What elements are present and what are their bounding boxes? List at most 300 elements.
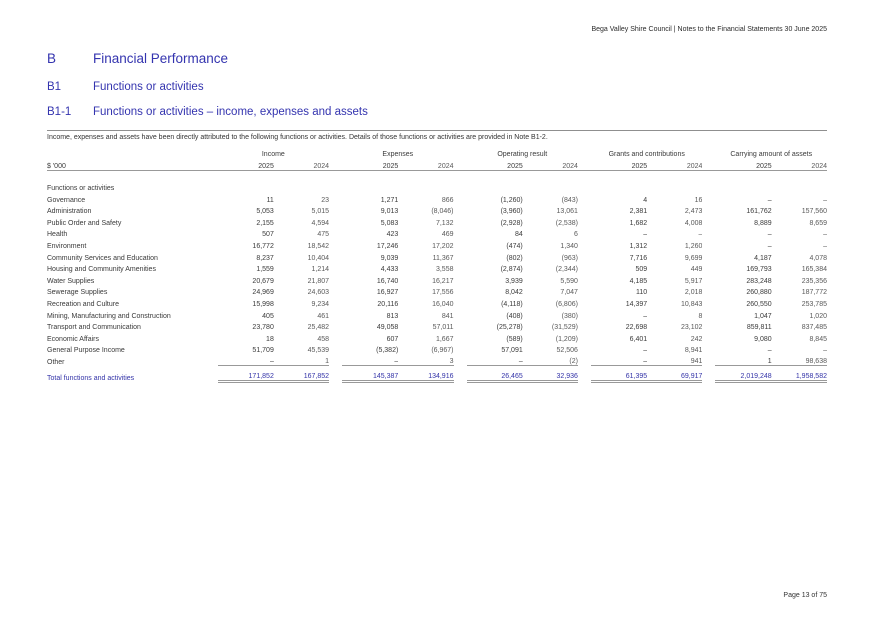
cell-value-2025: 4 — [643, 196, 648, 204]
cell-value-2024: 253,785 — [801, 300, 827, 308]
cell-value-2024: 7,047 — [560, 289, 578, 297]
cell-value-2024: 4,078 — [809, 254, 827, 262]
year-header-2025: 2025 — [591, 158, 647, 170]
cell-value-2025: – — [269, 358, 274, 366]
cell-value-2025: 57,091 — [501, 347, 523, 355]
cell-value-2025: 9,013 — [380, 208, 399, 216]
section-heading-b1 — [47, 81, 827, 93]
cell-value-2024: – — [698, 231, 703, 239]
cell-value-2025: 1,559 — [256, 266, 274, 274]
column-spacer — [205, 204, 218, 216]
cell-value-2025: 24,969 — [252, 289, 274, 297]
column-spacer — [454, 308, 467, 320]
column-spacer — [578, 192, 591, 204]
column-group-header: Grants and contributions — [608, 151, 685, 158]
heading-number: B — [47, 51, 57, 66]
column-spacer — [454, 262, 467, 274]
section-heading-b1-1 — [47, 106, 827, 118]
column-spacer — [205, 262, 218, 274]
cell-value-2024: 449 — [690, 266, 703, 274]
column-spacer — [454, 273, 467, 285]
cell-value-2024: – — [823, 231, 827, 239]
cell-value-2025: 11 — [266, 196, 274, 204]
year-header-2025: 2025 — [715, 158, 771, 170]
total-value-2024: 167,852 — [274, 366, 329, 382]
cell-value-2025: (802) — [506, 254, 523, 262]
cell-value-2025: (2,874) — [500, 266, 523, 274]
column-spacer — [702, 366, 715, 382]
year-header-2024: 2024 — [274, 158, 329, 170]
cell-value-2025: 1,682 — [629, 219, 648, 227]
cell-value-2025: – — [518, 358, 523, 366]
cell-value-2024: 8,659 — [809, 219, 827, 227]
cell-value-2025: 49,058 — [376, 324, 399, 332]
total-row — [47, 366, 827, 382]
table-row — [47, 204, 827, 216]
table-row — [47, 343, 827, 355]
cell-value-2025: – — [643, 358, 648, 366]
column-spacer — [702, 320, 715, 332]
cell-value-2024: (963) — [561, 254, 578, 262]
row-label: Recreation and Culture — [47, 300, 119, 308]
cell-value-2025: 84 — [514, 231, 523, 239]
cell-value-2024: 461 — [317, 312, 330, 320]
section-header: Functions or activities — [47, 185, 115, 192]
cell-value-2024: 866 — [441, 196, 454, 204]
table-row — [47, 273, 827, 285]
total-value-2025: 61,395 — [591, 366, 647, 382]
column-spacer — [329, 320, 342, 332]
year-header-2025: 2025 — [467, 158, 523, 170]
cell-value-2024: 3,558 — [435, 266, 454, 274]
cell-value-2024: 469 — [441, 231, 454, 239]
row-label: Public Order and Safety — [47, 219, 122, 227]
cell-value-2024: 4,594 — [311, 219, 330, 227]
cell-value-2024: 10,843 — [681, 300, 703, 308]
page-number: Page 13 of 75 — [783, 592, 827, 599]
column-group-header: Carrying amount of assets — [730, 151, 813, 158]
column-spacer — [578, 158, 591, 170]
table-row — [47, 285, 827, 297]
heading-number: B1-1 — [47, 106, 72, 118]
heading-title: Financial Performance — [93, 51, 229, 66]
column-spacer — [454, 285, 467, 297]
row-label: Community Services and Education — [47, 254, 158, 262]
cell-value-2025: 14,397 — [625, 300, 648, 308]
cell-value-2024: (1,209) — [555, 335, 578, 343]
table-row — [47, 320, 827, 332]
cell-value-2025: 859,811 — [746, 324, 772, 332]
cell-value-2025: 20,679 — [252, 277, 274, 285]
column-spacer — [329, 227, 342, 239]
column-spacer — [578, 238, 591, 250]
cell-value-2025: – — [394, 358, 399, 366]
column-spacer — [578, 296, 591, 308]
cell-value-2025: 5,083 — [380, 219, 399, 227]
cell-value-2025: 161,762 — [746, 208, 772, 216]
cell-value-2025: 507 — [262, 231, 274, 239]
column-spacer — [578, 215, 591, 227]
row-label: Mining, Manufacturing and Construction — [47, 312, 171, 320]
column-spacer — [329, 158, 342, 170]
column-spacer — [205, 343, 218, 355]
row-label: Other — [47, 358, 65, 366]
column-spacer — [454, 343, 467, 355]
column-spacer — [205, 354, 218, 366]
cell-value-2025: 17,246 — [376, 242, 399, 250]
column-spacer — [454, 215, 467, 227]
column-spacer — [329, 192, 342, 204]
cell-value-2024: 1,214 — [311, 266, 330, 274]
column-spacer — [329, 215, 342, 227]
column-spacer — [454, 146, 467, 158]
cell-value-2025: 8,889 — [754, 219, 772, 227]
cell-value-2025: (2,928) — [500, 219, 523, 227]
cell-value-2025: 1,047 — [754, 312, 772, 320]
cell-value-2025: (3,960) — [500, 208, 523, 216]
cell-value-2025: 9,039 — [380, 254, 399, 262]
column-spacer — [702, 250, 715, 262]
column-spacer — [702, 262, 715, 274]
cell-value-2024: 2,473 — [684, 208, 703, 216]
cell-value-2024: (380) — [561, 312, 578, 320]
column-spacer — [702, 192, 715, 204]
section-heading-b — [47, 51, 827, 66]
column-spacer — [578, 354, 591, 366]
column-spacer — [205, 250, 218, 262]
cell-value-2024: 5,590 — [560, 277, 578, 285]
column-spacer — [205, 320, 218, 332]
column-spacer — [578, 331, 591, 343]
horizontal-rule — [47, 130, 827, 131]
cell-value-2025: 15,998 — [252, 300, 274, 308]
cell-value-2024: 242 — [690, 335, 703, 343]
column-spacer — [578, 273, 591, 285]
cell-value-2024: (31,529) — [551, 324, 578, 332]
cell-value-2025: (408) — [506, 312, 523, 320]
cell-value-2025: 1,271 — [380, 196, 399, 204]
cell-value-2025: 4,187 — [754, 254, 772, 262]
column-spacer — [702, 215, 715, 227]
column-group-header: Expenses — [382, 151, 414, 158]
cell-value-2024: 24,603 — [307, 289, 330, 297]
table-row — [47, 262, 827, 274]
cell-value-2025: 3,939 — [505, 277, 523, 285]
cell-value-2025: 607 — [386, 335, 399, 343]
cell-value-2025: – — [767, 231, 772, 239]
row-label: Sewerage Supplies — [47, 289, 108, 297]
table-row — [47, 238, 827, 250]
column-spacer — [454, 331, 467, 343]
cell-value-2024: 1,340 — [560, 242, 578, 250]
column-spacer — [205, 146, 218, 158]
column-spacer — [205, 192, 218, 204]
column-spacer — [329, 204, 342, 216]
heading-title: Functions or activities – income, expenses and assets — [93, 106, 368, 118]
cell-value-2025: 260,880 — [746, 289, 772, 297]
cell-value-2025: 2,381 — [629, 208, 648, 216]
column-spacer — [702, 273, 715, 285]
cell-value-2025: – — [643, 347, 648, 355]
column-spacer — [205, 366, 218, 382]
column-spacer — [454, 296, 467, 308]
column-spacer — [205, 273, 218, 285]
column-spacer — [329, 296, 342, 308]
column-spacer — [454, 192, 467, 204]
cell-value-2024: 187,772 — [801, 289, 827, 297]
cell-value-2025: 1,312 — [629, 242, 648, 250]
cell-value-2024: 6 — [574, 231, 578, 239]
cell-value-2024: 841 — [441, 312, 454, 320]
column-spacer — [578, 146, 591, 158]
total-value-2024: 69,917 — [647, 366, 702, 382]
cell-value-2024: 165,384 — [801, 266, 827, 274]
intro-paragraph: Income, expenses and assets have been directly attributed to the following functions or activities. Details of those functions or activities are provided in Note B1-2. — [47, 134, 548, 141]
column-spacer — [205, 296, 218, 308]
column-spacer — [702, 146, 715, 158]
cell-value-2024: (843) — [561, 196, 578, 204]
heading-title: Functions or activities — [93, 81, 204, 93]
column-spacer — [329, 262, 342, 274]
column-spacer — [205, 158, 218, 170]
cell-value-2024: 1,260 — [684, 242, 703, 250]
cell-value-2025: 283,248 — [746, 277, 772, 285]
column-spacer — [578, 227, 591, 239]
table-row — [47, 308, 827, 320]
cell-value-2024: 5,917 — [684, 277, 703, 285]
cell-value-2024: 25,482 — [307, 324, 330, 332]
column-spacer — [329, 238, 342, 250]
cell-value-2025: 16,927 — [376, 289, 399, 297]
row-label: Environment — [47, 242, 87, 250]
cell-value-2024: 23 — [321, 196, 330, 204]
cell-value-2025: 51,709 — [252, 347, 274, 355]
column-spacer — [578, 320, 591, 332]
cell-value-2025: 4,433 — [380, 266, 399, 274]
cell-value-2024: 3 — [449, 358, 454, 366]
cell-value-2024: 7,132 — [435, 219, 454, 227]
cell-value-2024: 16,040 — [432, 300, 454, 308]
unit-label: $ '000 — [47, 158, 205, 170]
cell-value-2025: (589) — [506, 335, 523, 343]
table-row — [47, 296, 827, 308]
table-row — [47, 354, 827, 366]
column-group-header: Operating result — [497, 151, 548, 158]
cell-value-2025: – — [643, 312, 648, 320]
row-label: Administration — [47, 208, 92, 216]
cell-value-2024: 1 — [325, 358, 330, 366]
cell-value-2025: (5,382) — [376, 347, 399, 355]
table-row — [47, 331, 827, 343]
total-value-2024: 32,936 — [523, 366, 578, 382]
column-spacer — [454, 250, 467, 262]
row-label: General Purpose Income — [47, 347, 125, 355]
column-spacer — [702, 308, 715, 320]
column-spacer — [578, 285, 591, 297]
cell-value-2025: 4,185 — [629, 277, 648, 285]
cell-value-2024: – — [823, 347, 827, 355]
cell-value-2025: 405 — [262, 312, 274, 320]
cell-value-2025: 5,053 — [256, 208, 274, 216]
cell-value-2025: – — [767, 196, 772, 204]
column-spacer — [329, 285, 342, 297]
total-value-2025: 2,019,248 — [715, 366, 771, 382]
cell-value-2024: 57,011 — [432, 324, 454, 332]
cell-value-2025: 20,116 — [377, 300, 399, 308]
column-spacer — [329, 343, 342, 355]
cell-value-2025: 260,550 — [746, 300, 772, 308]
column-spacer — [702, 227, 715, 239]
row-label: Transport and Communication — [47, 324, 141, 332]
cell-value-2024: 475 — [317, 231, 330, 239]
cell-value-2024: (2,538) — [555, 219, 578, 227]
year-header-2025: 2025 — [342, 158, 398, 170]
year-header-2024: 2024 — [772, 158, 827, 170]
cell-value-2025: (25,278) — [496, 324, 523, 332]
column-spacer — [205, 331, 218, 343]
cell-value-2024: (8,046) — [431, 208, 454, 216]
column-spacer — [702, 204, 715, 216]
cell-value-2024: – — [823, 196, 827, 204]
functions-or-activities-table — [47, 146, 827, 383]
cell-value-2024: 23,102 — [681, 324, 703, 332]
cell-value-2024: 941 — [690, 358, 703, 366]
cell-value-2025: 423 — [386, 231, 399, 239]
cell-value-2024: 458 — [317, 335, 330, 343]
column-spacer — [205, 215, 218, 227]
column-spacer — [454, 354, 467, 366]
total-value-2024: 134,916 — [398, 366, 453, 382]
column-spacer — [329, 146, 342, 158]
cell-value-2024: 98,638 — [805, 358, 827, 366]
column-spacer — [454, 238, 467, 250]
total-value-2025: 145,387 — [342, 366, 398, 382]
cell-value-2025: 16,740 — [376, 277, 399, 285]
cell-value-2025: 813 — [386, 312, 399, 320]
cell-value-2025: (474) — [506, 242, 523, 250]
heading-number: B1 — [47, 81, 62, 93]
cell-value-2025: 1 — [767, 358, 772, 366]
cell-value-2025: – — [767, 242, 772, 250]
cell-value-2024: 21,807 — [307, 277, 330, 285]
column-spacer — [702, 296, 715, 308]
cell-value-2024: 52,506 — [556, 347, 578, 355]
row-label: Water Supplies — [47, 277, 95, 285]
cell-value-2024: 13,061 — [556, 208, 578, 216]
column-spacer — [454, 366, 467, 382]
total-value-2025: 26,465 — [467, 366, 523, 382]
cell-value-2025: (1,260) — [500, 196, 523, 204]
year-header-2024: 2024 — [647, 158, 702, 170]
cell-value-2024: 157,560 — [801, 208, 827, 216]
cell-value-2024: 837,485 — [801, 324, 827, 332]
year-header-2024: 2024 — [523, 158, 578, 170]
cell-value-2025: 16,772 — [252, 242, 274, 250]
cell-value-2025: 509 — [635, 266, 648, 274]
table-row — [47, 192, 827, 204]
column-spacer — [329, 354, 342, 366]
column-spacer — [702, 343, 715, 355]
cell-value-2024: 45,539 — [307, 347, 330, 355]
cell-value-2024: 17,202 — [432, 242, 454, 250]
column-spacer — [205, 238, 218, 250]
total-value-2024: 1,958,582 — [772, 366, 827, 382]
cell-value-2024: (6,806) — [555, 300, 578, 308]
cell-value-2024: 10,404 — [307, 254, 330, 262]
unit-column-blank — [47, 146, 205, 158]
cell-value-2025: 7,716 — [629, 254, 648, 262]
table-row — [47, 227, 827, 239]
column-spacer — [205, 285, 218, 297]
cell-value-2024: (6,967) — [431, 347, 454, 355]
cell-value-2024: 9,699 — [684, 254, 703, 262]
column-spacer — [578, 250, 591, 262]
column-spacer — [578, 262, 591, 274]
total-row-label: Total functions and activities — [47, 374, 135, 382]
spacer-row — [47, 170, 827, 180]
cell-value-2025: – — [767, 347, 772, 355]
cell-value-2024: 4,008 — [684, 219, 703, 227]
cell-value-2024: 2,018 — [684, 289, 703, 297]
cell-value-2024: 18,542 — [307, 242, 330, 250]
column-spacer — [454, 158, 467, 170]
cell-value-2024: 8 — [698, 312, 703, 320]
column-spacer — [329, 366, 342, 382]
cell-value-2025: 6,401 — [629, 335, 648, 343]
cell-value-2024: (2) — [569, 358, 578, 366]
column-spacer — [454, 204, 467, 216]
cell-value-2024: 16 — [694, 196, 703, 204]
document-header-text: Bega Valley Shire Council | Notes to the Financial Statements 30 June 2025 — [591, 26, 827, 33]
row-label: Housing and Community Amenities — [47, 266, 156, 274]
table-row — [47, 250, 827, 262]
column-spacer — [702, 238, 715, 250]
column-spacer — [329, 250, 342, 262]
row-label: Economic Affairs — [47, 335, 100, 343]
column-spacer — [578, 308, 591, 320]
column-group-header: Income — [261, 151, 285, 158]
row-label: Health — [47, 231, 68, 239]
cell-value-2024: 17,556 — [432, 289, 454, 297]
cell-value-2025: (4,118) — [501, 300, 523, 308]
column-spacer — [454, 320, 467, 332]
cell-value-2024: 8,845 — [809, 335, 827, 343]
column-spacer — [702, 354, 715, 366]
cell-value-2025: 110 — [636, 289, 648, 297]
table-row — [47, 215, 827, 227]
cell-value-2025: 22,698 — [625, 324, 648, 332]
column-spacer — [329, 308, 342, 320]
column-spacer — [205, 308, 218, 320]
cell-value-2025: – — [643, 231, 648, 239]
cell-value-2024: – — [823, 242, 827, 250]
cell-value-2024: 8,941 — [684, 347, 703, 355]
cell-value-2025: 2,155 — [256, 219, 274, 227]
cell-value-2025: 8,237 — [256, 254, 274, 262]
row-label: Governance — [47, 196, 86, 204]
column-spacer — [702, 331, 715, 343]
cell-value-2024: 1,667 — [435, 335, 454, 343]
cell-value-2024: (2,344) — [555, 266, 578, 274]
column-spacer — [578, 343, 591, 355]
total-value-2025: 171,852 — [218, 366, 274, 382]
column-spacer — [702, 158, 715, 170]
cell-value-2024: 5,015 — [311, 208, 330, 216]
cell-value-2024: 16,217 — [432, 277, 454, 285]
column-spacer — [454, 227, 467, 239]
column-spacer — [578, 204, 591, 216]
cell-value-2024: 1,020 — [809, 312, 827, 320]
